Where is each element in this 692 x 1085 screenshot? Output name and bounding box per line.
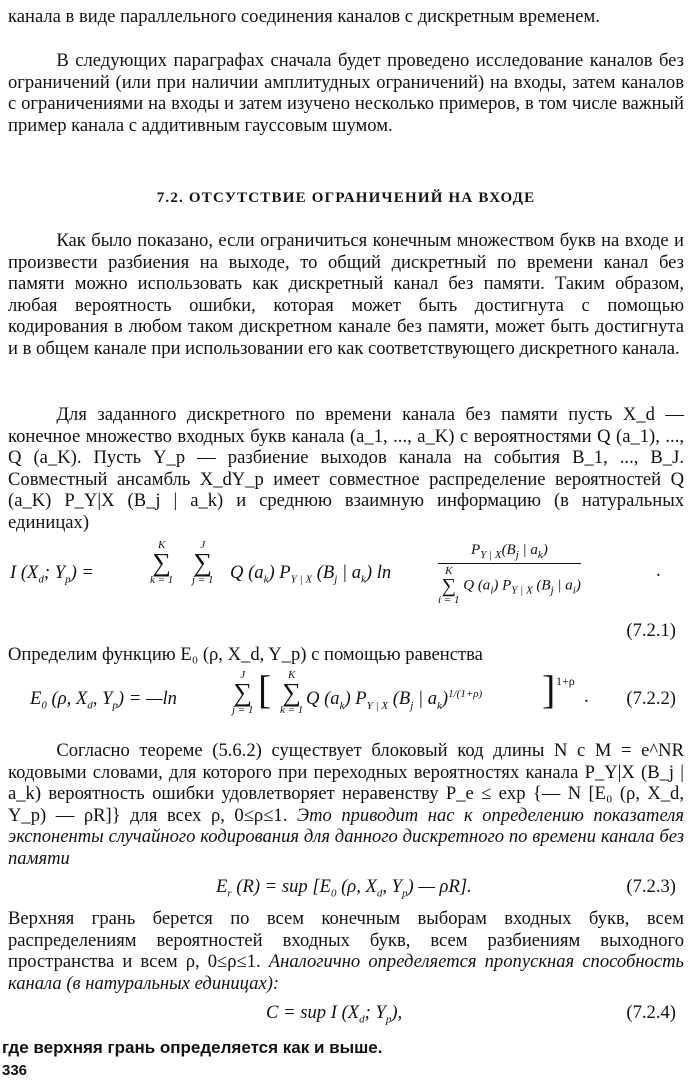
section-title: 7.2. ОТСУТСТВИЕ ОГРАНИЧЕНИЙ НА ВХОДЕ <box>156 190 536 206</box>
eq2-lhs: $E_0$ (ρ, $X_d$, $Y_p$) = —ln <box>30 688 177 712</box>
eq2-bracket-open: [ <box>258 667 272 712</box>
eq1-sum-k: K ∑ k = 1 <box>150 539 174 586</box>
equation-7-2-3 <box>8 876 684 902</box>
paragraph-3: Как было показано, если ограничиться конечным множеством букв на входе и произвести разбиения на выходе, то общий дискретный по времени канал без памяти можно использовать как дискретный канал без памяти. Таким образом, любая вероятность ошибки, которая может быть достигнута с помощью кодирования в любом таком дискретном канале без памяти, может быть достигнута и в общем канале при использовании его как соответствующего дискретного канала. <box>8 230 684 359</box>
paragraph-6-text: Согласно теореме (5.6.2) существует блоковый код длины N с M = e^NR кодовыми словами, для которого при переходных вероятностях канала P_Y|X (B_j | a_k) вероятность ошибки удовлетворяет неравенству P_e ≤ exp {— N [E₀ (ρ, X_d, Y_p) — ρR]} для всех ρ, 0≤ρ≤1. <box>8 740 684 826</box>
paragraph-6 <box>8 740 684 869</box>
equation-7-2-1 <box>8 540 684 612</box>
eq1-fraction: $P_{Y | X}(B_j$ | $a_k$) K ∑ i = 1 Q $(a_i)$ $P_{Y | X}$ ($B_j$ | $a_i$) <box>438 542 581 606</box>
eq2-sum-k: K ∑ k = 1 <box>280 669 304 716</box>
eq4-body: C = sup I ($X_d$; $Y_p$), <box>266 1002 403 1026</box>
equation-7-2-4 <box>8 1002 684 1028</box>
eq1-number: (7.2.1) <box>626 620 676 641</box>
eq2-sum-j: J ∑ j = 1 <box>232 669 254 716</box>
eq2-number: (7.2.2) <box>626 688 676 709</box>
page-number: 336 <box>2 1062 28 1079</box>
paragraph-4: Для заданного дискретного по времени канала без памяти пусть X_d — конечное множество входных букв канала (a_1, ..., a_K) с вероятностями Q (a_1), ..., Q (a_K). Пусть Y_p — разбиение выходов канала на события B_1, ..., B_J. Совместный ансамбль X_dY_p имеет совместное распределение вероятностей Q (a_K) P_Y|X (B_j | a_k) и среднюю взаимную информацию (в натуральных единицах) <box>8 404 684 533</box>
paragraph-8: где верхняя грань определяется как и выше. <box>2 1038 383 1057</box>
eq2-exponent: 1+ρ <box>556 674 575 688</box>
eq2-bracket-close: ] <box>542 667 556 712</box>
paragraph-6-italic: Это приводит нас к определению показателя экспоненты случайного кодирования для данного дискретного по времени канала без памяти <box>8 804 684 869</box>
eq2-period: . <box>584 686 589 707</box>
eq3-body: $E_r$ (R) = sup [$E_0$ (ρ, $X_d$, $Y_p$) — ρR]. <box>216 876 472 900</box>
eq1-period: . <box>656 560 661 581</box>
eq3-number: (7.2.3) <box>626 876 676 897</box>
eq1-sum-j: J ∑ j = 1 <box>192 539 214 586</box>
equation-7-2-2 <box>8 667 684 732</box>
paragraph-7 <box>8 908 684 994</box>
paragraph-7-italic: Аналогично определяется пропускная способность канала (в натуральных единицах): <box>8 951 684 994</box>
eq1-term: Q $(a_k)$ $P_{Y | X}$ ($B_j$ | $a_k$) ln <box>230 562 392 586</box>
paragraph-7-text: Верхняя грань берется по всем конечным выборам входных букв, всем распределениям вероятностей входных букв, всем разбиениям выходного пространства и всем ρ, 0≤ρ≤1. <box>8 908 684 972</box>
eq4-number: (7.2.4) <box>626 1002 676 1023</box>
eq1-lhs: I ($X_d$; $Y_p$) = <box>10 562 94 586</box>
paragraph-2: В следующих параграфах сначала будет проведено исследование каналов без ограничений (или при наличии амплитудных ограничений) на входы, затем каналов с ограничениями на входы и затем изучено несколько примеров, в том числе важный пример канала с аддитивным гауссовым шумом. <box>8 50 684 136</box>
paragraph-1: канала в виде параллельного соединения каналов с дискретным временем. <box>8 6 600 27</box>
eq2-term: Q $(a_k)$ $P_{Y | X}$ ($B_j$ | $a_k)^{1/(1+\rho)}$ <box>306 688 483 712</box>
paragraph-5: Определим функцию E₀ (ρ, X_d, Y_p) с помощью равенства <box>8 644 483 665</box>
